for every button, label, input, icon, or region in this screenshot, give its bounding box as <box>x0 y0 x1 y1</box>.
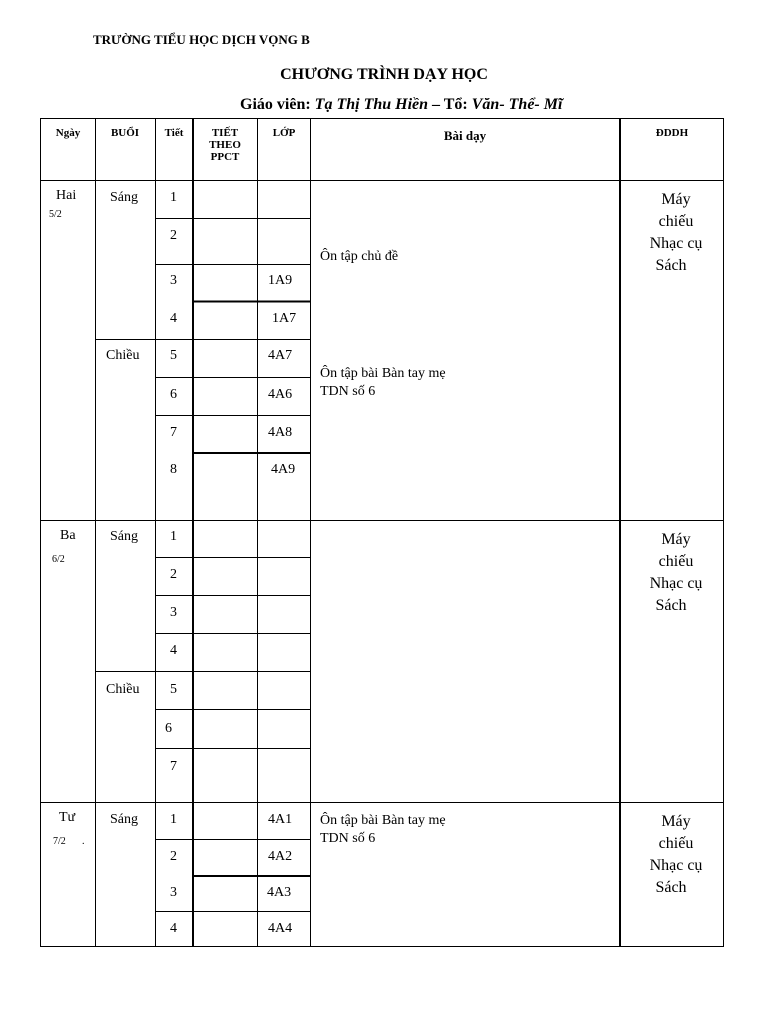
lesson-text: TDN số 6 <box>320 831 376 846</box>
lesson-text: Ôn tập bài Bàn tay mẹ <box>320 366 446 381</box>
equipment-item: Nhạc cụ <box>649 857 703 874</box>
day-name: Ba <box>60 528 76 543</box>
teacher-label: Giáo viên: <box>240 96 315 113</box>
session-morning: Sáng <box>110 812 138 827</box>
session-afternoon: Chiều <box>106 348 140 363</box>
class-code: 1A9 <box>268 273 293 288</box>
period-number: 7 <box>170 425 177 440</box>
lesson-text: TDN số 6 <box>320 384 376 399</box>
class-code: 1A7 <box>272 311 297 326</box>
period-number: 1 <box>170 190 177 205</box>
class-code: 4A6 <box>268 387 293 402</box>
session-afternoon: Chiều <box>106 682 140 697</box>
equipment-item: Sách <box>655 879 687 896</box>
equipment-item: chiếu <box>658 213 694 230</box>
col-header-class: LỚP <box>272 127 296 139</box>
period-number: 7 <box>170 759 177 774</box>
col-header-session: BUỔI <box>110 127 140 139</box>
period-number: 2 <box>170 567 177 582</box>
class-code: 4A4 <box>268 921 293 936</box>
period-number: 1 <box>170 529 177 544</box>
equipment-item: chiếu <box>658 553 694 570</box>
col-header-equipment: ĐDDH <box>655 127 689 139</box>
equipment-list <box>630 529 722 617</box>
equipment-list <box>630 189 722 277</box>
col-header-ppct-3: PPCT <box>210 151 240 163</box>
col-header-lesson: Bài dạy <box>443 128 487 143</box>
period-number: 5 <box>170 682 177 697</box>
day-dot: . <box>82 836 85 847</box>
equipment-item: Nhạc cụ <box>649 235 703 252</box>
period-number: 2 <box>170 228 177 243</box>
period-number: 5 <box>170 348 177 363</box>
equipment-item: Máy <box>661 191 691 208</box>
equipment-list <box>630 811 722 899</box>
group-label: – Tổ: <box>428 96 472 113</box>
day-date: 5/2 <box>49 209 62 220</box>
period-number: 1 <box>170 812 177 827</box>
period-number: 8 <box>170 462 177 477</box>
session-morning: Sáng <box>110 529 138 544</box>
equipment-item: Nhạc cụ <box>649 575 703 592</box>
col-header-ppct <box>195 127 255 163</box>
col-header-ppct-2: THEO <box>209 139 241 151</box>
period-number: 3 <box>170 605 177 620</box>
class-code: 4A3 <box>267 885 292 900</box>
class-code: 4A2 <box>268 849 293 864</box>
session-morning: Sáng <box>110 190 138 205</box>
day-name: Hai <box>56 188 77 203</box>
equipment-item: Sách <box>655 257 687 274</box>
day-name: Tư <box>59 810 76 825</box>
equipment-item: Sách <box>655 597 687 614</box>
period-number: 2 <box>170 849 177 864</box>
equipment-item: chiếu <box>658 835 694 852</box>
lesson-text: Ôn tập chủ đề <box>320 249 399 264</box>
col-header-ppct-1: TIẾT <box>211 127 239 139</box>
day-date: 6/2 <box>52 554 65 565</box>
class-code: 4A8 <box>268 425 293 440</box>
equipment-item: Máy <box>661 813 691 830</box>
day-date: 7/2 <box>53 836 66 847</box>
class-code: 4A1 <box>268 812 293 827</box>
class-code: 4A9 <box>271 462 296 477</box>
col-header-day: Ngày <box>55 127 81 139</box>
equipment-item: Máy <box>661 531 691 548</box>
period-number: 6 <box>170 387 177 402</box>
period-number: 3 <box>170 885 177 900</box>
lesson-text: Ôn tập bài Bàn tay mẹ <box>320 813 446 828</box>
col-header-period: Tiết <box>164 127 184 139</box>
group-name: Văn- Thể- Mĩ <box>471 96 563 113</box>
page-title: CHƯƠNG TRÌNH DẠY HỌC <box>280 66 488 83</box>
class-code: 4A7 <box>268 348 293 363</box>
teacher-name: Tạ Thị Thu Hiền <box>314 96 429 113</box>
period-number: 6 <box>165 721 172 736</box>
period-number: 4 <box>170 921 177 936</box>
school-name: TRƯỜNG TIỂU HỌC DỊCH VỌNG B <box>93 32 310 47</box>
period-number: 3 <box>170 273 177 288</box>
period-number: 4 <box>170 643 177 658</box>
period-number: 4 <box>170 311 177 326</box>
